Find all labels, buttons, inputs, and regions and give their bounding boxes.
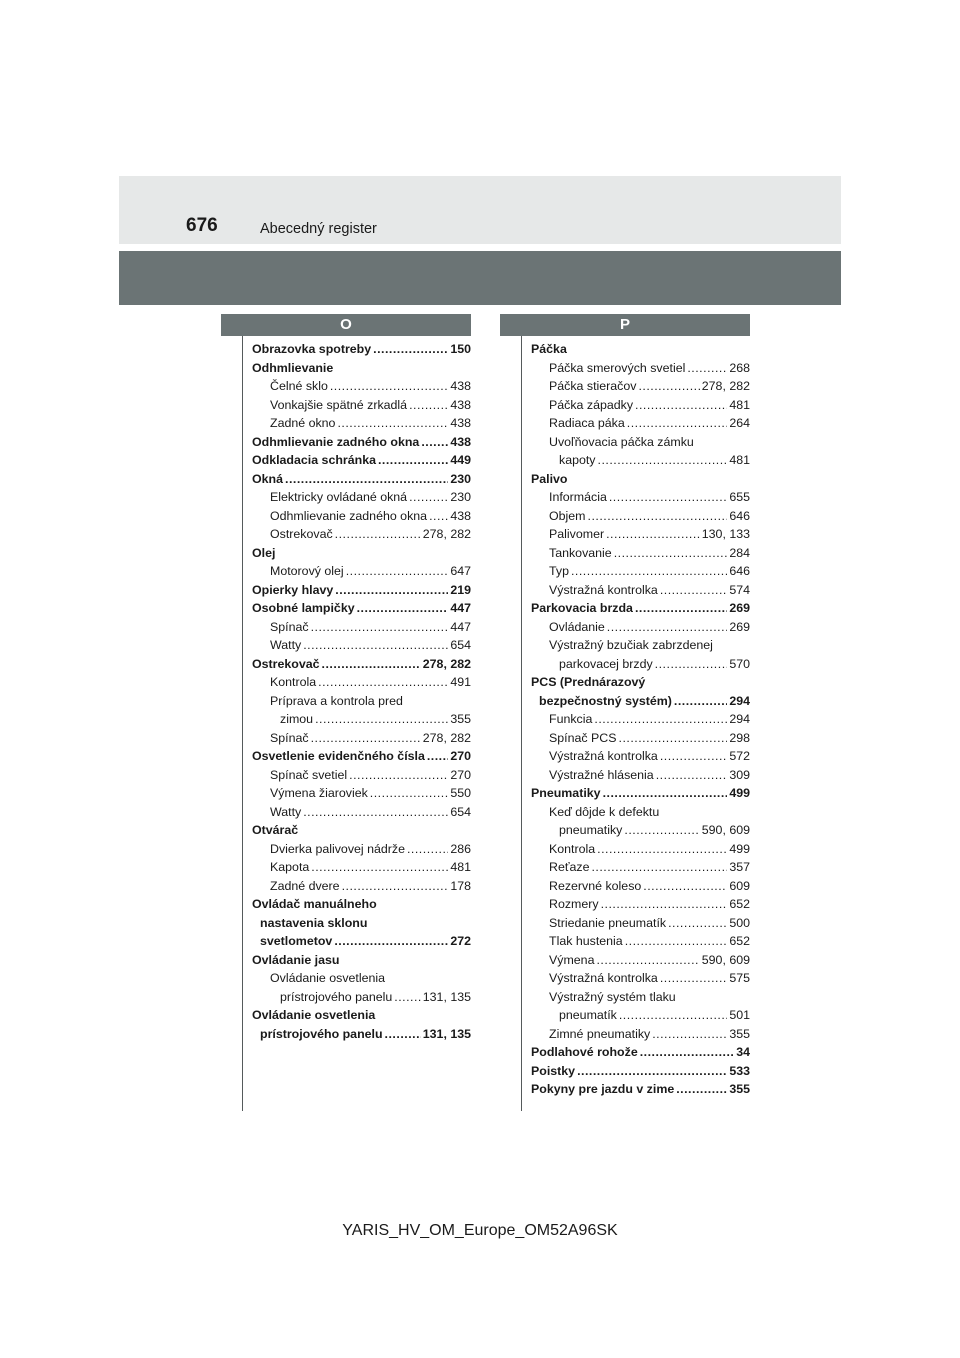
leader-dots — [619, 729, 728, 748]
index-entry — [252, 895, 471, 914]
index-entry-label: nastavenia sklonu — [260, 915, 368, 930]
index-entry-label: Odhmlievanie zadného okna — [252, 434, 420, 449]
index-entry — [252, 821, 471, 840]
index-entry — [531, 729, 750, 748]
index-entry — [252, 618, 471, 637]
index-entry — [252, 562, 471, 581]
index-entry-page: 550 — [450, 786, 471, 800]
index-entry-page: 654 — [450, 638, 471, 652]
index-entry-label: PCS (Prednárazový — [531, 675, 646, 689]
index-entry — [531, 747, 750, 766]
leader-dots — [609, 488, 727, 507]
index-entry-page: 500 — [729, 915, 750, 930]
index-entry-page: 131, 135 — [422, 989, 471, 1004]
index-entry — [531, 618, 750, 637]
index-entry-page: 219 — [450, 582, 471, 597]
index-entry — [252, 396, 471, 415]
leader-dots — [409, 488, 448, 507]
index-entry — [531, 969, 750, 988]
index-entry — [531, 433, 750, 452]
index-entry-page: 438 — [450, 379, 471, 393]
index-entry — [252, 784, 471, 803]
index-entry-label: bezpečnostný systém) — [539, 693, 672, 708]
leader-dots — [303, 803, 448, 822]
index-entry — [252, 340, 471, 359]
index-entry-page: 230 — [450, 490, 471, 504]
index-entry — [252, 377, 471, 396]
index-entry — [252, 581, 471, 600]
index-entry-label: Palivo — [531, 471, 568, 486]
index-entry — [252, 488, 471, 507]
index-entry-label: Páčka západky — [549, 397, 634, 412]
index-entry-page: 309 — [729, 767, 750, 782]
leader-dots — [676, 1080, 727, 1099]
index-entry-label: Výstražný systém tlaku — [549, 989, 676, 1004]
index-entry — [531, 396, 750, 415]
index-entry — [531, 581, 750, 600]
index-entry-label: Výstražná kontrolka — [549, 582, 658, 597]
index-entry — [531, 895, 750, 914]
index-entry-label: Výstražný bzučiak zabrzdenej — [549, 638, 713, 652]
index-entry-page: 654 — [450, 804, 471, 819]
index-entry-label: Páčka — [531, 342, 567, 356]
leader-dots — [656, 766, 728, 785]
index-entry — [252, 858, 471, 877]
header-band — [119, 176, 841, 244]
index-entry-label: Rezervné koleso — [549, 878, 642, 893]
leader-dots — [674, 692, 727, 711]
index-entry — [252, 729, 471, 748]
index-entry-page: 574 — [729, 582, 750, 597]
index-entry-label: Kontrola — [549, 841, 596, 856]
index-entry-page: 499 — [729, 841, 750, 856]
index-entry-label: Spínač — [270, 619, 309, 634]
index-entry — [531, 599, 750, 618]
index-entry-label: Výstražná kontrolka — [549, 971, 658, 985]
index-entry-label: Tlak hustenia — [549, 934, 623, 948]
index-entry — [531, 1080, 750, 1099]
leader-dots — [373, 340, 448, 359]
index-entry-page: 269 — [729, 601, 750, 615]
index-entry-page: 355 — [729, 1082, 750, 1096]
leader-dots — [315, 710, 448, 729]
page-title: Abecedný register — [260, 221, 377, 237]
index-entry — [531, 840, 750, 859]
index-entry-page: 357 — [729, 860, 750, 874]
leader-dots — [655, 655, 728, 674]
index-entry-page: 34 — [736, 1045, 750, 1059]
index-entry-label: Opierky hlavy — [252, 582, 334, 597]
section-letter-o: O — [221, 314, 471, 336]
index-entry-page: 609 — [729, 878, 750, 893]
index-entry — [252, 932, 471, 951]
index-entry-label: Zadné dvere — [270, 878, 340, 893]
column-divider-p — [521, 336, 522, 1111]
leader-dots — [311, 729, 421, 748]
leader-dots — [635, 599, 727, 618]
leader-dots — [285, 470, 448, 489]
index-entry — [531, 507, 750, 526]
index-entry-label: prístrojového panelu — [260, 1026, 383, 1041]
index-entry-label: parkovacej brzdy — [559, 656, 653, 671]
index-entry-page: 438 — [450, 397, 471, 412]
index-entry-label: Osobné lampičky — [252, 601, 355, 615]
index-entry-label: svetlometov — [260, 934, 333, 948]
index-entry-page: 575 — [729, 971, 750, 985]
index-entry-label: Keď dôjde k defektu — [549, 804, 660, 819]
index-entry-page: 590, 609 — [701, 823, 750, 837]
index-entry-page: 286 — [450, 841, 471, 856]
leader-dots — [601, 895, 728, 914]
index-entry-label: Spínač PCS — [549, 730, 617, 745]
column-divider-o — [242, 336, 243, 1111]
leader-dots — [652, 1025, 727, 1044]
leader-dots — [421, 433, 448, 452]
index-entry-label: Elektricky ovládané okná — [270, 490, 408, 504]
index-entry-label: Pneumatiky — [531, 786, 601, 800]
page-number: 676 — [186, 215, 218, 236]
index-entry-label: Čelné sklo — [270, 379, 328, 393]
leader-dots — [385, 1025, 421, 1044]
index-entry — [531, 803, 750, 822]
leader-dots — [607, 618, 728, 637]
index-entry-label: kapoty — [559, 453, 596, 467]
index-entry-page: 447 — [450, 619, 471, 634]
index-entry-label: prístrojového panelu — [280, 989, 393, 1004]
index-entry-label: Obrazovka spotreby — [252, 342, 372, 356]
index-entry — [252, 803, 471, 822]
index-entry-page: 438 — [450, 434, 471, 449]
leader-dots — [603, 784, 728, 803]
index-entry-page: 499 — [729, 786, 750, 800]
index-entry-label: Pokyny pre jazdu v zime — [531, 1082, 675, 1096]
index-entry — [531, 692, 750, 711]
leader-dots — [378, 451, 448, 470]
leader-dots — [427, 747, 448, 766]
index-entry-page: 533 — [729, 1063, 750, 1078]
index-entry-label: Parkovacia brzda — [531, 601, 633, 615]
index-entry-label: Typ — [549, 564, 569, 578]
index-entry-label: pneumatiky — [559, 823, 623, 837]
index-entry-label: Ostrekovač — [270, 527, 333, 541]
index-entry-label: Výstražná kontrolka — [549, 749, 658, 763]
index-entry-label: Odhmlievanie — [252, 360, 334, 375]
index-entry-label: Radiaca páka — [549, 416, 625, 430]
index-entry — [531, 673, 750, 692]
index-entry-page: 270 — [450, 749, 471, 763]
leader-dots — [596, 951, 699, 970]
index-entry-label: Páčka stieračov — [549, 379, 637, 393]
index-entry — [252, 766, 471, 785]
leader-dots — [577, 1062, 727, 1081]
index-entry-label: Olej — [252, 545, 276, 560]
leader-dots — [311, 618, 449, 637]
index-entry — [531, 1043, 750, 1062]
index-entry — [531, 766, 750, 785]
leader-dots — [625, 932, 728, 951]
index-entry-page: 278, 282 — [701, 379, 750, 393]
index-entry — [252, 544, 471, 563]
leader-dots — [594, 710, 727, 729]
index-entry-page: 652 — [729, 934, 750, 948]
index-entry-label: Kapota — [270, 860, 310, 874]
index-entry-label: Palivomer — [549, 527, 605, 541]
leader-dots — [335, 525, 421, 544]
index-entry-page: 652 — [729, 897, 750, 911]
index-entry-page: 272 — [450, 934, 471, 948]
index-entry — [531, 877, 750, 896]
index-entry — [252, 655, 471, 674]
index-entry — [252, 988, 471, 1007]
index-entry — [252, 470, 471, 489]
index-entry — [531, 1006, 750, 1025]
index-entry-label: Odhmlievanie zadného okna — [270, 508, 428, 523]
index-entry — [252, 451, 471, 470]
index-entry — [252, 692, 471, 711]
document-code: YARIS_HV_OM_Europe_OM52A96SK — [342, 1222, 618, 1239]
leader-dots — [640, 1043, 734, 1062]
index-entry — [531, 655, 750, 674]
leader-dots — [318, 673, 448, 692]
index-entry — [531, 710, 750, 729]
index-entry-label: Tankovanie — [549, 545, 612, 560]
index-entry — [252, 969, 471, 988]
leader-dots — [638, 377, 699, 396]
leader-dots — [303, 636, 448, 655]
index-entry — [252, 359, 471, 378]
index-entry-page: 590, 609 — [701, 952, 750, 967]
index-entry-label: Výmena — [549, 952, 595, 967]
index-entry-page: 447 — [450, 601, 471, 615]
index-entry-page: 647 — [450, 564, 471, 578]
leader-dots — [597, 840, 727, 859]
index-entry — [531, 525, 750, 544]
leader-dots — [337, 414, 448, 433]
index-entry — [531, 1025, 750, 1044]
leader-dots — [687, 359, 727, 378]
leader-dots — [407, 840, 448, 859]
index-entry-label: Ovládanie osvetlenia — [252, 1008, 376, 1022]
index-entry-label: Ovládanie osvetlenia — [270, 971, 386, 985]
index-entry — [531, 784, 750, 803]
index-entry — [252, 710, 471, 729]
leader-dots — [591, 858, 727, 877]
index-entry-label: Uvoľňovacia páčka zámku — [549, 434, 694, 449]
index-entry — [252, 433, 471, 452]
index-entry-label: Rozmery — [549, 897, 599, 911]
leader-dots — [330, 377, 448, 396]
index-entry — [531, 951, 750, 970]
index-entry — [531, 340, 750, 359]
index-entry-label: Spínač svetiel — [270, 767, 348, 782]
index-entry-label: Osvetlenie evidenčného čísla — [252, 749, 425, 763]
leader-dots — [660, 581, 728, 600]
index-entry — [531, 414, 750, 433]
index-entry — [531, 377, 750, 396]
index-entry — [252, 673, 471, 692]
index-entry — [252, 840, 471, 859]
index-entry-page: 355 — [729, 1026, 750, 1041]
leader-dots — [429, 507, 448, 526]
leader-dots — [357, 599, 449, 618]
index-entry-label: Motorový olej — [270, 564, 344, 578]
leader-dots — [335, 581, 448, 600]
index-entry-label: Watty — [270, 804, 302, 819]
index-entry-label: Reťaze — [549, 860, 590, 874]
index-entry — [531, 932, 750, 951]
index-entry-label: Výmena žiaroviek — [270, 786, 368, 800]
index-entry — [531, 914, 750, 933]
leader-dots — [627, 414, 728, 433]
leader-dots — [660, 969, 728, 988]
index-entry-label: Príprava a kontrola pred — [270, 693, 403, 708]
index-entry — [531, 1062, 750, 1081]
index-entry-page: 130, 133 — [701, 527, 750, 541]
index-entry-label: Odkladacia schránka — [252, 453, 376, 467]
index-entry — [252, 599, 471, 618]
index-entry — [252, 914, 471, 933]
header-dark-band — [119, 251, 841, 305]
index-entry-page: 131, 135 — [422, 1026, 471, 1041]
index-entry-label: Páčka smerových svetiel — [549, 360, 686, 375]
index-entry — [252, 877, 471, 896]
index-entry-label: Dvierka palivovej nádrže — [270, 841, 405, 856]
index-entry-page: 355 — [450, 712, 471, 726]
index-entry-page: 646 — [729, 564, 750, 578]
index-entry-label: pneumatík — [559, 1008, 617, 1022]
index-entry-label: Striedanie pneumatík — [549, 915, 667, 930]
index-entry — [531, 470, 750, 489]
index-entry-page: 230 — [450, 471, 471, 486]
index-entry — [252, 1025, 471, 1044]
leader-dots — [322, 655, 421, 674]
index-entry-page: 438 — [450, 416, 471, 430]
index-entry-page: 268 — [729, 360, 750, 375]
leader-dots — [619, 1006, 727, 1025]
index-entry-page: 278, 282 — [422, 656, 471, 671]
index-entry-label: Ovládanie jasu — [252, 952, 340, 967]
index-entry-label: Poistky — [531, 1063, 576, 1078]
index-entry — [531, 451, 750, 470]
index-entry — [252, 951, 471, 970]
index-entry — [531, 821, 750, 840]
section-letter-p: P — [500, 314, 750, 336]
index-entry-page: 269 — [729, 619, 750, 634]
index-entry-page: 481 — [729, 397, 750, 412]
index-entry-label: Výstražné hlásenia — [549, 767, 654, 782]
index-entry — [531, 988, 750, 1007]
index-entry-label: Objem — [549, 508, 586, 523]
index-entry-label: Otvárač — [252, 823, 299, 837]
index-entry — [252, 1006, 471, 1025]
index-entry-label: Okná — [252, 471, 283, 486]
index-entry-label: Ostrekovač — [252, 656, 320, 671]
index-entry-page: 570 — [729, 656, 750, 671]
index-entry-page: 298 — [729, 730, 750, 745]
index-entry-page: 438 — [450, 508, 471, 523]
index-entry-page: 646 — [729, 508, 750, 523]
leader-dots — [571, 562, 727, 581]
index-entry-label: Ovládanie — [549, 619, 605, 634]
leader-dots — [349, 766, 448, 785]
leader-dots — [598, 451, 728, 470]
index-entry-page: 572 — [729, 749, 750, 763]
index-entry-page: 294 — [729, 712, 750, 726]
index-entry-page: 294 — [729, 693, 750, 708]
index-entry — [531, 636, 750, 655]
index-entry-label: Informácia — [549, 490, 607, 504]
leader-dots — [409, 396, 448, 415]
index-entry — [531, 562, 750, 581]
index-entry-page: 178 — [450, 878, 471, 893]
index-entry-label: Zadné okno — [270, 416, 336, 430]
index-entry-label: Ovládač manuálneho — [252, 897, 377, 911]
index-entry-page: 284 — [729, 545, 750, 560]
leader-dots — [668, 914, 727, 933]
index-entry-page: 481 — [729, 453, 750, 467]
leader-dots — [614, 544, 728, 563]
index-entry-label: Podlahové rohože — [531, 1045, 638, 1059]
index-entry — [531, 488, 750, 507]
index-entry-label: Vonkajšie spätné zrkadlá — [270, 397, 408, 412]
index-column-p — [531, 340, 750, 1099]
leader-dots — [370, 784, 449, 803]
index-entry-page: 278, 282 — [422, 527, 471, 541]
leader-dots — [311, 858, 448, 877]
leader-dots — [606, 525, 700, 544]
leader-dots — [624, 821, 699, 840]
index-entry — [531, 359, 750, 378]
index-entry — [252, 747, 471, 766]
index-entry-page: 491 — [450, 675, 471, 689]
index-entry-label: Watty — [270, 638, 302, 652]
leader-dots — [346, 562, 449, 581]
leader-dots — [643, 877, 727, 896]
index-entry-page: 270 — [450, 767, 471, 782]
leader-dots — [588, 507, 728, 526]
index-column-o — [252, 340, 471, 1043]
index-entry-label: Funkcia — [549, 712, 593, 726]
index-entry — [252, 636, 471, 655]
index-entry-page: 501 — [729, 1008, 750, 1022]
leader-dots — [334, 932, 448, 951]
index-entry-label: Zimné pneumatiky — [549, 1026, 651, 1041]
index-entry-page: 264 — [729, 416, 750, 430]
index-entry-page: 150 — [450, 342, 471, 356]
index-entry-page: 655 — [729, 490, 750, 504]
index-entry — [531, 858, 750, 877]
leader-dots — [635, 396, 727, 415]
index-entry — [252, 507, 471, 526]
index-entry — [252, 414, 471, 433]
index-entry — [531, 544, 750, 563]
index-entry-label: Spínač — [270, 730, 309, 745]
index-entry-page: 449 — [450, 453, 471, 467]
index-entry-label: zimou — [280, 712, 314, 726]
index-entry-label: Kontrola — [270, 675, 317, 689]
index-entry-page: 278, 282 — [422, 730, 471, 745]
index-entry — [252, 525, 471, 544]
leader-dots — [394, 988, 420, 1007]
index-entry-page: 481 — [450, 860, 471, 874]
leader-dots — [660, 747, 728, 766]
leader-dots — [342, 877, 449, 896]
